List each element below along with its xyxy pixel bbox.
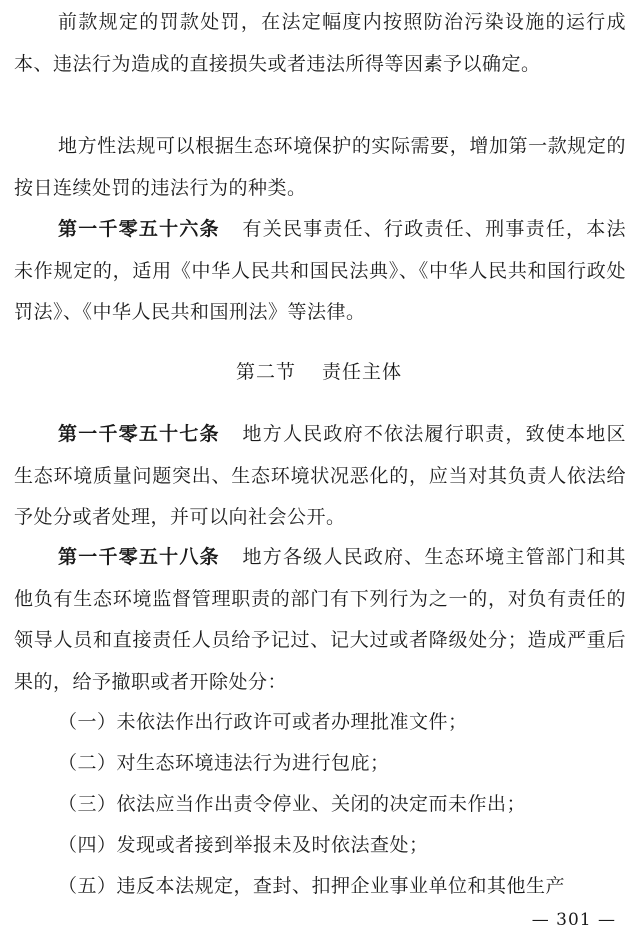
list-item: （五）违反本法规定，查封、扣押企业事业单位和其他生产: [58, 875, 566, 897]
list-item: （三）依法应当作出责令停业、关闭的决定而未作出；: [58, 793, 527, 815]
article-text: 地方各级人民政府、生态环境主管部门和其他负有生态环境监督管理职责的部门有下列行为之一的，对负有责任的领导人员和直接责任人员给予记过、记大过或者降级处分；造成严重后果的，给予撤职或者开除处分：: [14, 546, 626, 693]
section-title-text: 责任主体: [322, 361, 403, 383]
list-item: （二）对生态环境违法行为进行包庇；: [58, 752, 390, 774]
paragraph-local-regulations: [14, 126, 626, 209]
article-heading: 第一千零五十六条: [58, 218, 220, 240]
article-text: 有关民事责任、行政责任、刑事责任，本法未作规定的，适用《中华人民共和国民法典》、《中华人民共和国行政处罚法》、《中华人民共和国刑法》等法律。: [14, 218, 626, 323]
section-heading: [0, 352, 638, 392]
article-1058: [14, 537, 626, 703]
article-heading: 第一千零五十八条: [58, 546, 220, 568]
list-item: （四）发现或者接到举报未及时依法查处；: [58, 834, 429, 856]
article-1057: [14, 414, 626, 539]
paragraph-text: 前款规定的罚款处罚，在法定幅度内按照防治污染设施的运行成本、违法行为造成的直接损失或者违法所得等因素予以确定。: [14, 11, 626, 75]
paragraph-text: 地方性法规可以根据生态环境保护的实际需要，增加第一款规定的按日连续处罚的违法行为的种类。: [14, 135, 626, 199]
list-item: （一）未依法作出行政许可或者办理批准文件；: [58, 711, 468, 733]
page-number: — 301 —: [531, 910, 616, 930]
paragraph-fine-factors: [14, 2, 626, 85]
article-1056: [14, 209, 626, 334]
section-number: 第二节: [235, 361, 296, 383]
article-heading: 第一千零五十七条: [58, 423, 220, 445]
article-text: 地方人民政府不依法履行职责，致使本地区生态环境质量问题突出、生态环境状况恶化的，应当对其负责人依法给予处分或者处理，并可以向社会公开。: [14, 423, 626, 528]
